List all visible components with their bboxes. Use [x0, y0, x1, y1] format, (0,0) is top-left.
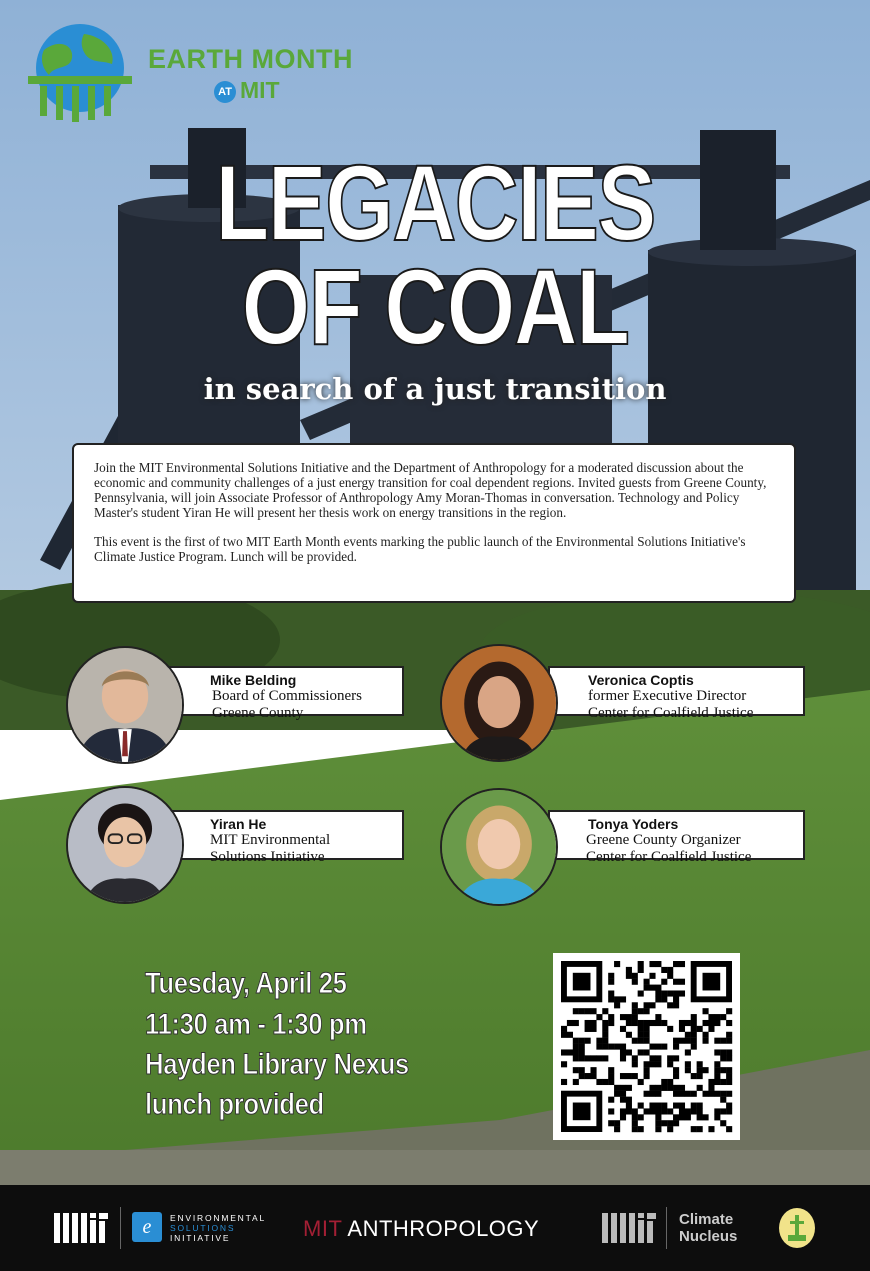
esi-logo-text [170, 1213, 266, 1243]
event-title-line2: OF COAL [241, 246, 629, 367]
speaker-card-veronica-coptis [548, 666, 805, 721]
event-note: lunch provided [145, 1088, 324, 1121]
description-paragraph-1: Join the MIT Environmental Solutions Initiative and the Department of Anthropology for a moderated discussion about the economic and community challenges of a just energy transition for coal dependent regions. Invited guests from Greene County, Pennsylvania, will join Associate Professor of Anthropology Amy Moran-Thomas in conversation. Technology and Policy Master's student Yiran He will present her thesis work on energy transitions in the region. [94, 460, 767, 520]
avatar-mike-belding [66, 646, 184, 764]
event-date: Tuesday, April 25 [145, 967, 347, 1000]
speaker-name: Tonya Yoders [588, 816, 679, 832]
speaker-affiliation: Center for Coalfield Justice [586, 849, 752, 865]
speaker-role: Greene County Organizer [586, 832, 741, 848]
mit-anthropology-logo [303, 1216, 539, 1242]
speaker-name: Veronica Coptis [588, 672, 694, 688]
footer-divider [666, 1207, 667, 1249]
avatar-veronica-coptis [440, 644, 558, 762]
earth-month-org: MIT [240, 77, 280, 103]
sponsor-footer [0, 1185, 870, 1271]
esi-line-2: SOLUTIONS [170, 1223, 236, 1233]
speaker-role: former Executive Director [588, 688, 747, 704]
esi-line-1: ENVIRONMENTAL [170, 1213, 266, 1223]
speaker-card-tonya-yoders [548, 810, 805, 865]
climate-nucleus-logo [679, 1211, 737, 1245]
event-subtitle: in search of a just transition [203, 372, 667, 406]
earth-month-globe-logo [24, 20, 136, 124]
climate-line-2: Nucleus [679, 1228, 738, 1245]
anthro-label: ANTHROPOLOGY [347, 1216, 540, 1241]
at-badge: AT [214, 81, 236, 103]
speaker-affiliation: Center for Coalfield Justice [588, 705, 754, 721]
anthro-mit: MIT [303, 1216, 342, 1241]
earth-month-title: EARTH MONTH [148, 44, 353, 74]
event-description [72, 443, 796, 603]
speaker-name: Mike Belding [210, 672, 297, 688]
event-time: 11:30 am - 1:30 pm [145, 1008, 367, 1041]
speaker-card-mike-belding [160, 666, 404, 721]
mit-logo [54, 1213, 108, 1243]
climate-line-1: Climate [679, 1211, 734, 1228]
footer-divider [120, 1207, 121, 1249]
event-location: Hayden Library Nexus [145, 1048, 409, 1081]
seal-logo-icon [778, 1207, 816, 1249]
speaker-card-yiran-he [160, 810, 404, 865]
avatar-tonya-yoders [440, 788, 558, 906]
avatar-yiran-he [66, 786, 184, 904]
esi-line-3: INITIATIVE [170, 1233, 231, 1243]
speaker-affiliation: Greene County [212, 705, 304, 721]
description-paragraph-2: This event is the first of two MIT Earth Month events marking the public launch of the Environmental Solutions Initiative's Climate Justice Program. Lunch will be provided. [94, 534, 746, 564]
registration-qr-code[interactable] [553, 953, 740, 1140]
speaker-affiliation: Solutions Initiative [210, 849, 325, 865]
mit-logo-climate [602, 1213, 656, 1243]
event-title-line1: LEGACIES [215, 142, 655, 263]
earth-month-subtitle [214, 77, 280, 104]
speaker-role: Board of Commissioners [212, 688, 362, 704]
speaker-name: Yiran He [210, 816, 267, 832]
esi-logo-icon: e [132, 1212, 162, 1242]
speaker-role: MIT Environmental [210, 832, 331, 848]
